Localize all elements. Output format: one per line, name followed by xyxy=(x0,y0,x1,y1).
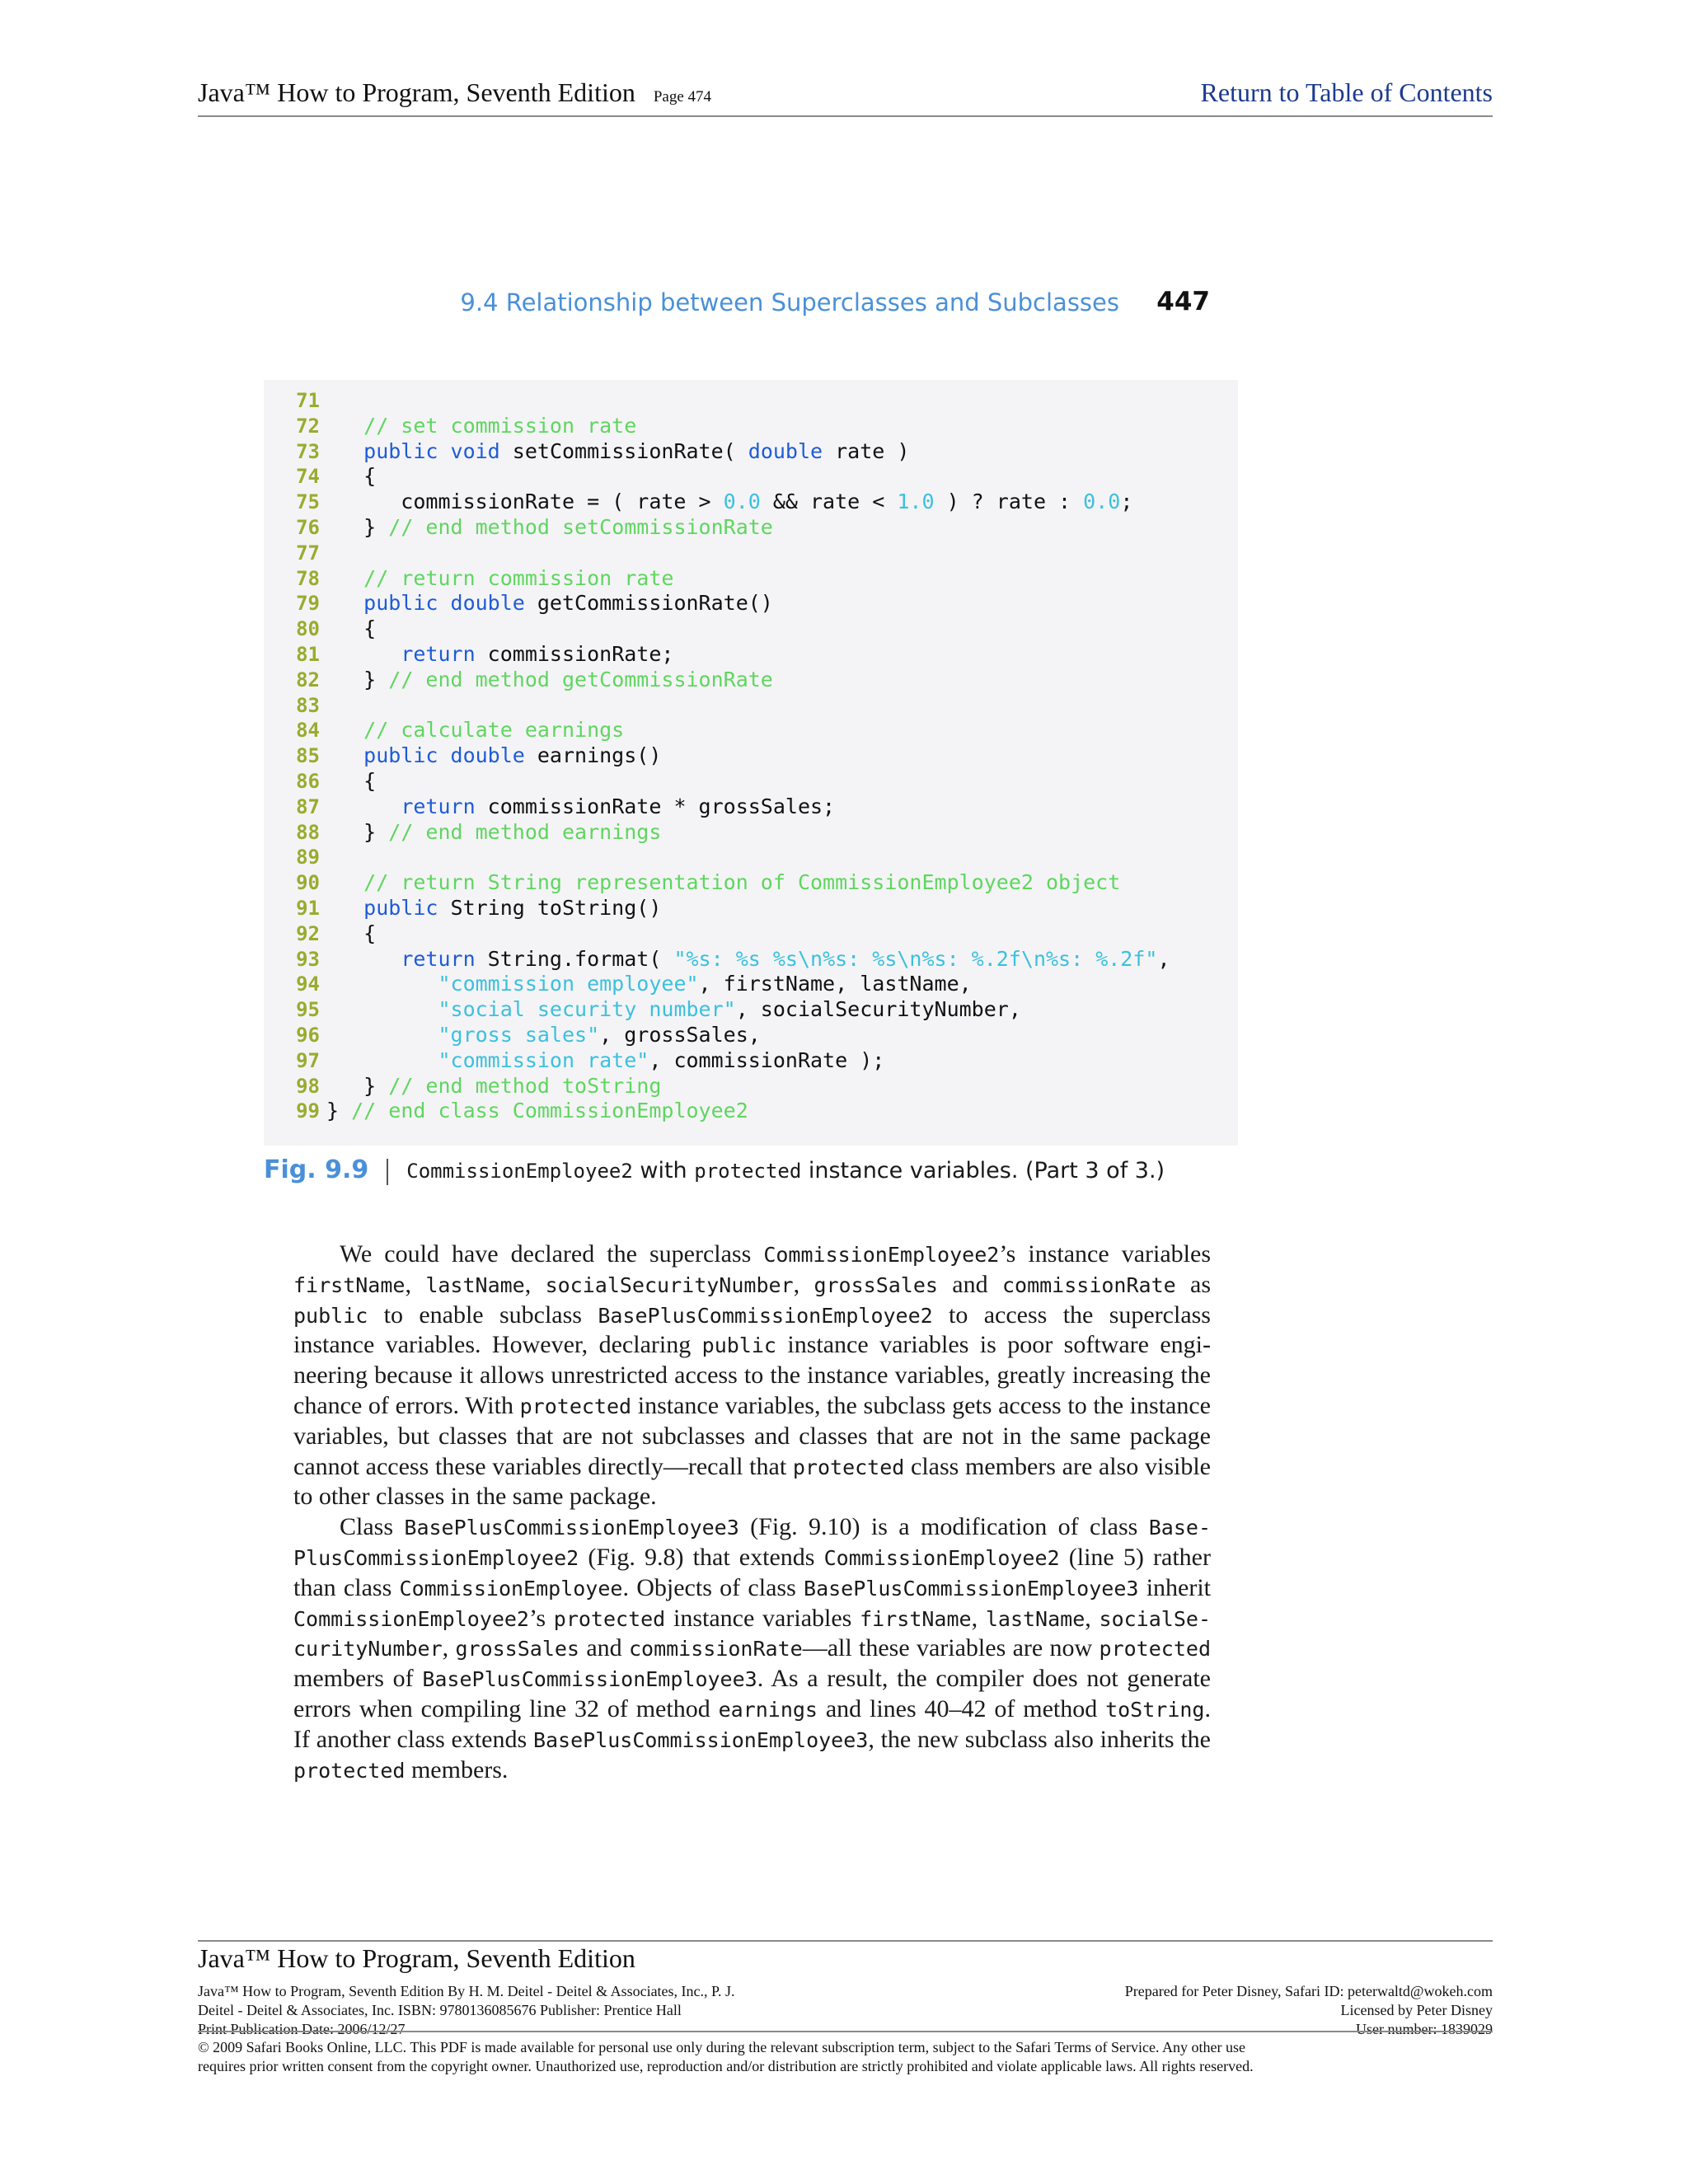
code-token: } xyxy=(326,819,389,844)
line-number: 99 xyxy=(296,1099,320,1123)
code-text xyxy=(326,743,661,769)
inline-code: CommissionEmployee2 xyxy=(293,1606,529,1631)
code-token: public double xyxy=(363,591,525,616)
code-token: "commission employee" xyxy=(438,972,699,996)
line-number: 98 xyxy=(296,1074,320,1098)
code-token: // end method getCommissionRate xyxy=(388,667,773,691)
line-number: 82 xyxy=(296,668,320,691)
code-token xyxy=(326,896,363,920)
inline-code: CommissionEmployee2 xyxy=(823,1546,1060,1570)
code-token: public xyxy=(363,896,438,920)
text-run: class members are also visible xyxy=(904,1452,1211,1480)
code-token: { xyxy=(326,616,377,641)
text-run: , xyxy=(793,1270,814,1298)
code-token: // end class CommissionEmployee2 xyxy=(351,1099,748,1123)
text-run: (Fig. 9.10) is a modification of class xyxy=(738,1513,1149,1541)
text-run: as xyxy=(1175,1270,1211,1298)
code-token: "social security number" xyxy=(438,997,736,1022)
code-text xyxy=(326,515,773,541)
line-number: 96 xyxy=(296,1024,320,1047)
code-token: getCommissionRate() xyxy=(524,591,773,616)
code-token xyxy=(326,439,363,463)
code-text xyxy=(326,591,773,616)
line-number: 81 xyxy=(296,643,320,666)
text-run: to other classes in the same package. xyxy=(293,1483,657,1511)
inline-code: BasePlusCommissionEmployee2 xyxy=(598,1303,933,1328)
code-token: rate ) xyxy=(823,438,910,463)
code-token: } xyxy=(326,1073,389,1098)
code-text xyxy=(326,972,972,997)
code-token: { xyxy=(326,769,377,793)
line-number: 95 xyxy=(296,998,320,1022)
code-token: { xyxy=(326,921,377,945)
text-run: If another class extends xyxy=(293,1725,533,1753)
inline-code: public xyxy=(701,1333,776,1358)
code-token: return xyxy=(401,794,476,818)
line-number: 89 xyxy=(296,846,320,869)
code-token: 0.0 xyxy=(723,490,761,514)
code-token: "commission rate" xyxy=(438,1047,649,1072)
text-run: , xyxy=(405,1270,426,1298)
code-token xyxy=(326,794,401,818)
code-token: setCommissionRate( xyxy=(499,438,748,463)
text-run: and xyxy=(579,1634,629,1662)
inline-code: firstName xyxy=(293,1272,406,1297)
line-number: 73 xyxy=(296,439,320,463)
text-line xyxy=(293,1422,1211,1452)
code-token: , firstName, lastName, xyxy=(698,972,972,996)
footer-book-credit: Java™ How to Program, Seventh Edition By H. M. Deitel - Deitel & Associates, Inc., P. J. xyxy=(198,1983,735,1999)
footer-divider-2 xyxy=(198,2031,1493,2032)
code-token: // end method setCommissionRate xyxy=(388,515,773,539)
code-text xyxy=(326,870,1120,896)
code-token: public double xyxy=(363,743,525,768)
code-token xyxy=(326,642,401,666)
code-token: public void xyxy=(363,438,500,463)
code-token: commissionRate = ( rate > xyxy=(326,490,724,514)
text-line xyxy=(293,1633,1211,1664)
code-token: , socialSecurityNumber, xyxy=(735,997,1021,1022)
line-number: 75 xyxy=(296,490,320,514)
line-number: 92 xyxy=(296,921,320,945)
code-token xyxy=(326,997,438,1021)
code-token: String toString() xyxy=(438,896,662,920)
inline-code: commissionRate xyxy=(628,1637,803,1661)
code-token: // end method toString xyxy=(388,1073,662,1098)
text-line xyxy=(293,1330,1211,1361)
code-text xyxy=(326,947,1170,972)
line-number: 78 xyxy=(296,566,320,590)
text-run: . xyxy=(1204,1695,1211,1722)
code-token: , xyxy=(1157,946,1170,971)
code-token xyxy=(326,972,438,996)
text-line xyxy=(293,1452,1211,1483)
code-text xyxy=(326,668,773,693)
code-token: } xyxy=(326,1099,352,1123)
inline-code: commissionRate xyxy=(1001,1272,1176,1297)
code-text xyxy=(326,616,376,642)
code-token xyxy=(326,591,363,615)
inline-code: protected xyxy=(792,1455,905,1479)
code-token: 1.0 xyxy=(897,490,935,514)
figure-caption xyxy=(264,1155,1165,1188)
code-text xyxy=(326,490,1132,515)
text-line xyxy=(293,1694,1211,1725)
text-line xyxy=(293,1512,1211,1543)
code-listing xyxy=(264,380,1238,1146)
text-run: (line 5) rather xyxy=(1059,1544,1211,1571)
page-number: 447 xyxy=(1156,287,1210,316)
inline-code: grossSales xyxy=(814,1272,938,1297)
code-token: } xyxy=(326,515,389,539)
text-run: and xyxy=(937,1270,1002,1298)
code-token: && rate < xyxy=(760,490,898,514)
text-line xyxy=(293,1543,1211,1573)
inline-code: socialSecurityNumber xyxy=(545,1272,794,1297)
book-title xyxy=(198,77,711,108)
inline-code: protected xyxy=(1099,1637,1211,1661)
text-run: Class xyxy=(340,1513,405,1541)
inline-code: CommissionEmployee xyxy=(399,1576,623,1601)
text-run: , xyxy=(1085,1604,1100,1632)
caption-keyword: protected xyxy=(694,1160,802,1183)
text-run: ’s instance variables xyxy=(999,1240,1211,1268)
line-number: 84 xyxy=(296,719,320,743)
return-to-toc-link[interactable]: Return to Table of Contents xyxy=(1200,77,1493,107)
text-run: , xyxy=(971,1604,986,1632)
text-run: (Fig. 9.8) that extends xyxy=(579,1544,824,1571)
code-text xyxy=(326,1048,884,1074)
inline-code: toString xyxy=(1105,1698,1205,1722)
inline-code: BasePlusCommissionEmployee3 xyxy=(532,1727,869,1752)
text-line xyxy=(293,1755,1211,1786)
line-number: 77 xyxy=(296,541,320,565)
text-run: inherit xyxy=(1138,1573,1211,1601)
footer-licensed-by: Licensed by Peter Disney xyxy=(1340,2002,1493,2018)
line-number: 90 xyxy=(296,871,320,895)
line-number: 88 xyxy=(296,820,320,844)
text-run: instance variables xyxy=(665,1604,860,1632)
code-token: , grossSales, xyxy=(599,1023,761,1047)
code-token xyxy=(326,1023,438,1047)
text-run: variables, but classes that are not subclasses and classes that are not in the same package xyxy=(293,1422,1211,1450)
text-run: . Objects of class xyxy=(622,1573,804,1601)
text-line xyxy=(293,1270,1211,1301)
code-text xyxy=(326,896,661,921)
text-run: —all these variables are now xyxy=(802,1634,1100,1662)
text-run: instance variables, the subclass gets access to the instance xyxy=(631,1392,1211,1419)
line-number: 85 xyxy=(296,744,320,768)
code-text xyxy=(326,921,376,947)
text-run: to enable subclass xyxy=(368,1301,598,1329)
code-token: , commissionRate ); xyxy=(649,1047,885,1072)
text-line xyxy=(293,1725,1211,1755)
text-line xyxy=(293,1361,1211,1391)
code-text xyxy=(326,464,376,490)
code-token: } xyxy=(326,667,389,691)
text-run: , xyxy=(524,1270,546,1298)
text-run: chance of errors. With xyxy=(293,1392,520,1419)
footer-pub-date: Print Publication Date: 2006/12/27 xyxy=(198,2021,406,2037)
code-text xyxy=(326,718,624,743)
footer-copyright-2: requires prior written consent from the copyright owner. Unauthorized use, reproduction and/or distribution are strictly prohibited and violate applicable laws. All rights reserved. xyxy=(198,2058,1254,2074)
code-token: 0.0 xyxy=(1083,490,1121,514)
text-line xyxy=(293,1240,1211,1270)
code-token: String.format( xyxy=(475,946,674,971)
figure-label: Fig. 9.9 xyxy=(264,1155,369,1184)
code-token: return xyxy=(401,946,476,971)
code-text xyxy=(326,414,636,439)
inline-code: firstName xyxy=(860,1606,972,1631)
footer-isbn: Deitel - Deitel & Associates, Inc. ISBN: 9780136085676 Publisher: Prentice Hall xyxy=(198,2002,682,2018)
code-token xyxy=(326,1048,438,1072)
code-text xyxy=(326,1099,748,1124)
section-title: 9.4 Relationship between Superclasses and Subclasses xyxy=(460,288,1119,316)
inline-code: grossSales xyxy=(455,1637,579,1661)
page-reference: Page 474 xyxy=(653,88,712,105)
running-head xyxy=(460,287,1210,321)
line-number: 71 xyxy=(296,389,320,412)
footer-copyright-1: © 2009 Safari Books Online, LLC. This PDF is made available for personal use only during the relevant subscription term, subject to the Safari Terms of Service. Any other use xyxy=(198,2039,1245,2055)
code-token: // return String representation of CommissionEmployee2 object xyxy=(326,870,1121,895)
code-text xyxy=(326,1074,661,1099)
code-token: commissionRate * grossSales; xyxy=(475,794,836,818)
inline-code: public xyxy=(293,1303,368,1328)
text-line xyxy=(293,1664,1211,1694)
line-number: 87 xyxy=(296,794,320,818)
code-token: double xyxy=(748,438,823,463)
code-token: ) ? rate : xyxy=(934,490,1084,514)
inline-code: Base- xyxy=(1148,1516,1211,1540)
code-token: "%s: %s %s\n%s: %s\n%s: %.2f\n%s: %.2f" xyxy=(673,946,1158,971)
text-run: , xyxy=(442,1634,456,1662)
code-text xyxy=(326,642,673,668)
inline-code: lastName xyxy=(425,1272,525,1297)
code-text xyxy=(326,794,835,820)
code-token: // set commission rate xyxy=(326,413,637,438)
code-token: // return commission rate xyxy=(326,565,674,590)
line-number: 74 xyxy=(296,465,320,489)
line-number: 94 xyxy=(296,972,320,996)
inline-code: BasePlusCommissionEmployee3 xyxy=(804,1576,1139,1601)
text-line xyxy=(293,1482,1211,1512)
footer-title: Java™ How to Program, Seventh Edition xyxy=(198,1943,635,1973)
code-token: "gross sales" xyxy=(438,1023,600,1047)
line-number: 91 xyxy=(296,897,320,920)
text-run: ’s xyxy=(528,1604,554,1632)
text-run: We could have declared the superclass xyxy=(340,1240,764,1268)
caption-text-2: instance variables. (Part 3 of 3.) xyxy=(801,1158,1165,1183)
text-run: members of xyxy=(293,1665,423,1693)
inline-code: lastName xyxy=(985,1606,1085,1631)
text-line xyxy=(293,1301,1211,1331)
text-line xyxy=(293,1604,1211,1634)
text-run: errors when compiling line 32 of method xyxy=(293,1695,719,1722)
inline-code: PlusCommissionEmployee2 xyxy=(293,1546,579,1570)
code-text xyxy=(326,566,673,592)
text-run: than class xyxy=(293,1573,400,1601)
text-run: cannot access these variables directly—recall that xyxy=(293,1452,793,1480)
code-text xyxy=(326,1023,761,1048)
text-run: instance variables is poor software engi- xyxy=(776,1331,1211,1359)
text-line xyxy=(293,1391,1211,1422)
caption-text-1: with xyxy=(632,1158,695,1183)
caption-class-name: CommissionEmployee2 xyxy=(406,1160,633,1183)
code-text xyxy=(326,439,909,465)
text-line xyxy=(293,1573,1211,1604)
line-number: 93 xyxy=(296,947,320,971)
inline-code: protected xyxy=(293,1758,406,1783)
code-token: ; xyxy=(1120,490,1133,514)
line-number: 97 xyxy=(296,1048,320,1072)
inline-code: protected xyxy=(519,1394,632,1418)
footer-user-number: User number: 1839029 xyxy=(1356,2021,1493,2037)
text-run: members. xyxy=(405,1755,509,1783)
text-run: . As a result, the compiler does not generate xyxy=(757,1665,1211,1693)
caption-separator xyxy=(387,1159,388,1185)
line-number: 72 xyxy=(296,414,320,438)
text-run: to access the superclass xyxy=(932,1301,1211,1329)
text-run: , the new subclass also inherits the xyxy=(868,1725,1211,1753)
line-number: 83 xyxy=(296,693,320,717)
code-token: // calculate earnings xyxy=(326,718,625,743)
line-number: 86 xyxy=(296,770,320,793)
safari-header xyxy=(198,77,1493,117)
inline-code: socialSe- xyxy=(1099,1606,1211,1631)
text-run: neering because it allows unrestricted access to the instance variables, greatly increasing the xyxy=(293,1361,1211,1390)
code-token: { xyxy=(326,464,377,489)
code-token: commissionRate; xyxy=(475,642,674,666)
code-token: earnings() xyxy=(524,743,662,768)
safari-footer xyxy=(198,1940,1493,2072)
line-number: 76 xyxy=(296,516,320,539)
code-token: return xyxy=(401,642,476,666)
line-number: 80 xyxy=(296,617,320,641)
inline-code: curityNumber xyxy=(293,1637,443,1661)
inline-code: BasePlusCommissionEmployee3 xyxy=(404,1516,739,1540)
code-text xyxy=(326,820,661,846)
code-token: // end method earnings xyxy=(388,819,662,844)
line-number: 79 xyxy=(296,592,320,616)
inline-code: protected xyxy=(553,1606,666,1631)
code-text xyxy=(326,769,376,794)
inline-code: BasePlusCommissionEmployee3 xyxy=(422,1667,757,1692)
code-token xyxy=(326,743,363,767)
inline-code: earnings xyxy=(718,1698,818,1722)
book-title-text: Java™ How to Program, Seventh Edition xyxy=(198,77,635,107)
text-run: instance variables. However, declaring xyxy=(293,1331,702,1359)
footer-divider xyxy=(198,1940,1493,1942)
footer-prepared-for: Prepared for Peter Disney, Safari ID: peterwaltd@wokeh.com xyxy=(1124,1983,1493,1999)
text-run: and lines 40–42 of method xyxy=(817,1695,1106,1722)
inline-code: CommissionEmployee2 xyxy=(763,1243,1000,1267)
code-token xyxy=(326,947,401,971)
code-text xyxy=(326,997,1021,1023)
